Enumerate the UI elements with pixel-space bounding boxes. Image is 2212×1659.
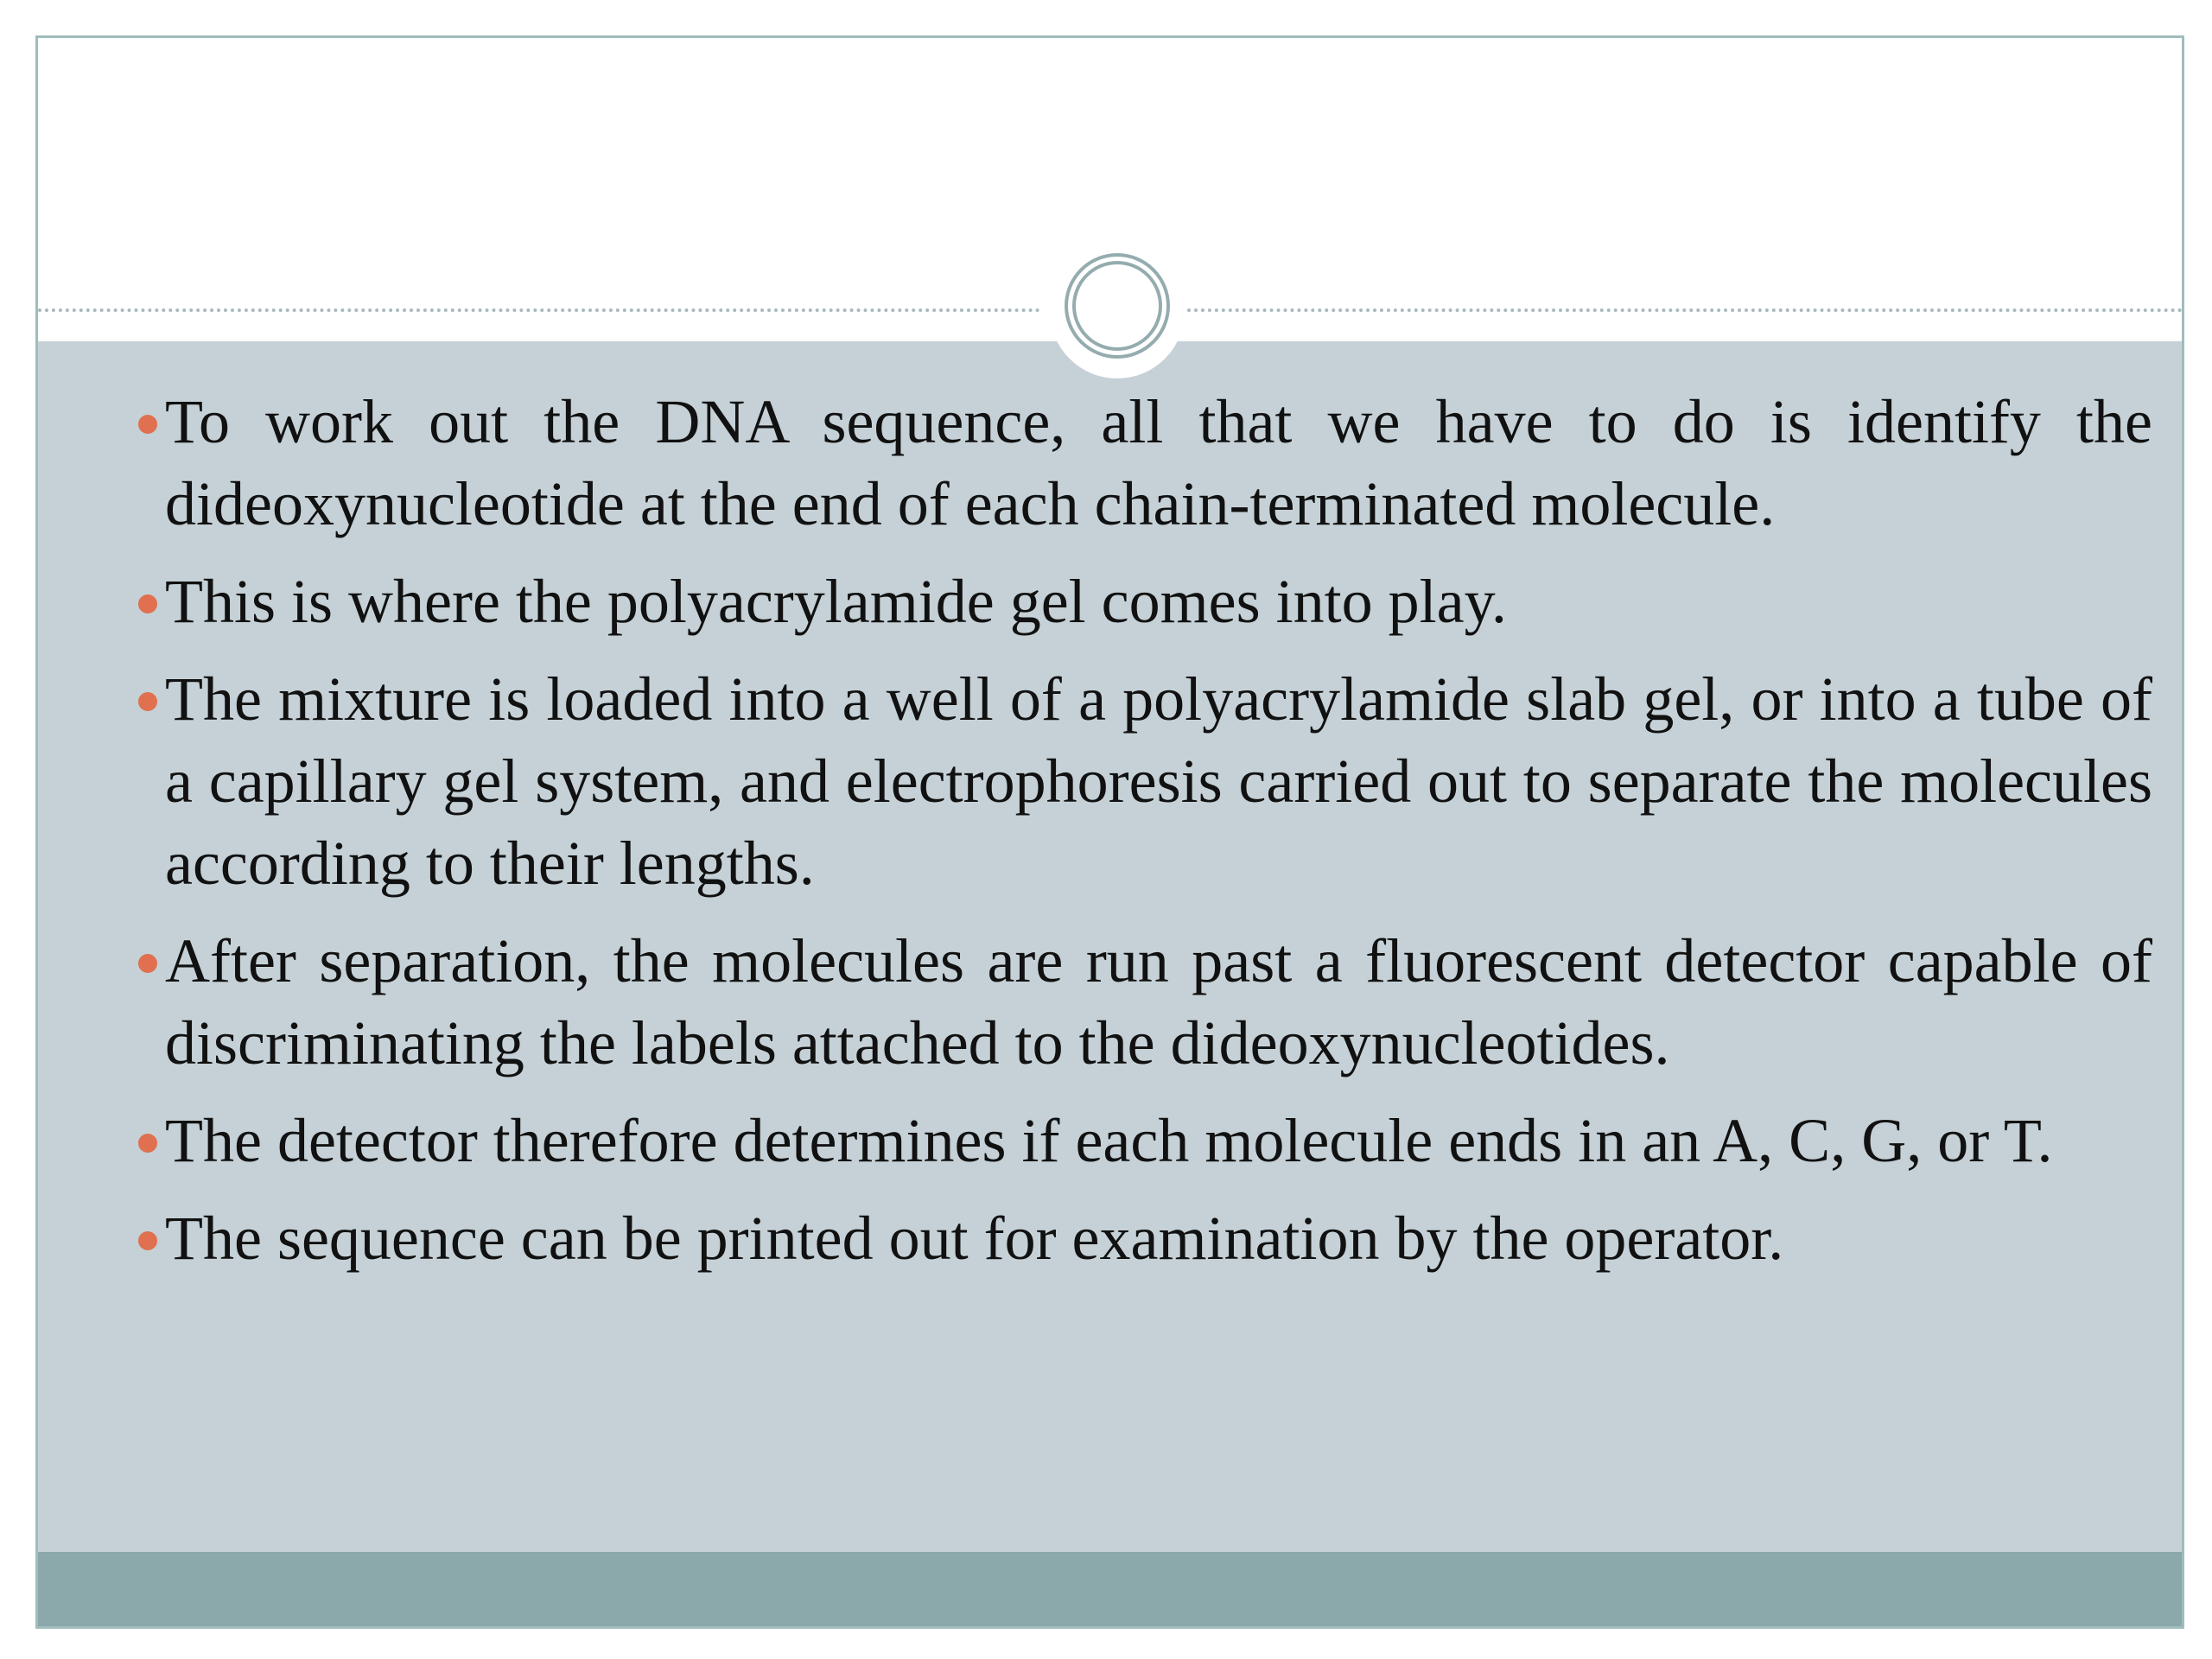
bullet-item: [165, 920, 2152, 1084]
bullet-dot-icon: [138, 415, 157, 434]
circle-inner-ring: [1072, 261, 1162, 351]
bullet-item: [165, 381, 2152, 545]
bullet-dot-icon: [138, 954, 157, 973]
bullet-item: [165, 658, 2152, 905]
bullet-list: [165, 381, 2152, 1295]
footer-band: [38, 1552, 2182, 1629]
bullet-dot-icon: [138, 594, 157, 613]
bullet-dot-icon: [138, 1134, 157, 1153]
bullet-item: [165, 561, 2152, 643]
bullet-text: The sequence can be printed out for examination by the operator.: [165, 1204, 1784, 1273]
bullet-text: To work out the DNA sequence, all that we have to do is identify the dideoxynucleotide at the end of each chain-terminated molecule.: [165, 387, 2152, 538]
bullet-item: [165, 1100, 2152, 1182]
bullet-text: This is where the polyacrylamide gel comes into play.: [165, 567, 1507, 636]
bullet-dot-icon: [138, 1231, 157, 1250]
title-divider-right: [1187, 308, 2184, 312]
slide: [35, 35, 2184, 1629]
bullet-text: After separation, the molecules are run past a fluorescent detector capable of discriminating the labels attached to the dideoxynucleotides.: [165, 926, 2152, 1077]
title-divider-left: [38, 308, 1040, 312]
bullet-item: [165, 1198, 2152, 1280]
bullet-text: The mixture is loaded into a well of a polyacrylamide slab gel, or into a tube of a capillary gel system, and electrophoresis carried out to separate the molecules according to their lengths.: [165, 664, 2152, 898]
bullet-text: The detector therefore determines if each molecule ends in an A, C, G, or T.: [165, 1106, 2053, 1175]
bullet-dot-icon: [138, 692, 157, 711]
